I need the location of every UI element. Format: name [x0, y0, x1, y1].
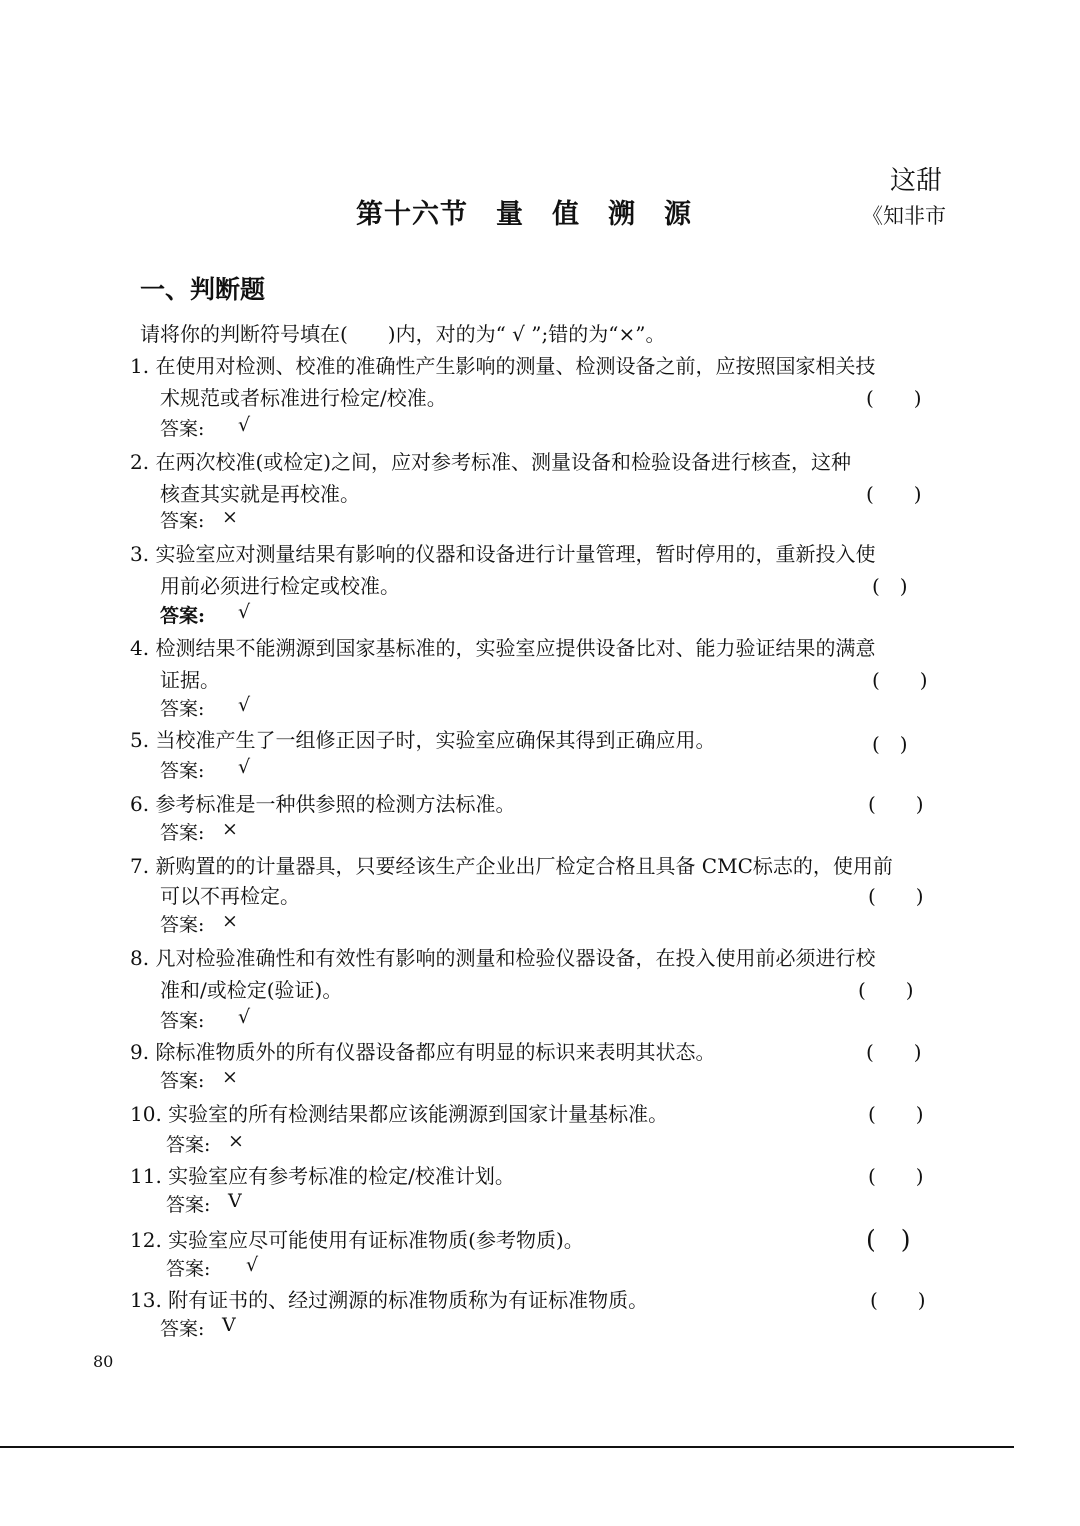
question-13-line-1: 13. 附有证书的、经过溯源的标准物质称为有证标准物质。	[130, 1288, 649, 1312]
section-heading: 一、判断题	[140, 275, 266, 304]
question-2-answer: ×	[222, 506, 238, 528]
question-3-line-2: 用前必须进行检定或校准。	[160, 574, 400, 598]
question-8-line-1: 8. 凡对检验准确性和有效性有影响的测量和检验仪器设备，在投入使用前必须进行校	[130, 946, 876, 970]
question-11-answer-blank: ( )	[868, 1164, 924, 1188]
question-13-answer-blank: ( )	[870, 1288, 926, 1312]
question-9-line-1: 9. 除标准物质外的所有仪器设备都应有明显的标识来表明其状态。	[130, 1040, 716, 1064]
question-9-answer: ×	[222, 1066, 238, 1088]
question-7-line-2: 可以不再检定。	[160, 884, 300, 908]
question-12-answer: √	[246, 1254, 259, 1276]
question-12-line-1: 12. 实验室应尽可能使用有证标准物质(参考物质)。	[130, 1228, 584, 1252]
question-4-answer-label: 答案:	[160, 698, 205, 720]
question-1-answer-blank: ( )	[866, 386, 922, 410]
page-number: 80	[93, 1352, 114, 1371]
question-6-answer-blank: ( )	[868, 792, 924, 816]
question-1-line-1: 1. 在使用对检测、校准的准确性产生影响的测量、检测设备之前，应按照国家相关技	[130, 354, 876, 378]
question-4-answer-blank: ( )	[872, 668, 928, 692]
page-title: 第十六节 量 值 溯 源	[356, 199, 692, 230]
question-7-answer: ×	[222, 910, 238, 932]
question-8-answer-label: 答案:	[160, 1010, 205, 1032]
question-7-answer-label: 答案:	[160, 914, 205, 936]
question-3-answer-label: 答案:	[160, 605, 206, 627]
question-4-line-1: 4. 检测结果不能溯源到国家基标准的，实验室应提供设备比对、能力验证结果的满意	[130, 636, 876, 660]
question-5-line-1: 5. 当校准产生了一组修正因子时，实验室应确保其得到正确应用。	[130, 728, 716, 752]
question-10-answer-label: 答案:	[166, 1134, 211, 1156]
question-12-answer-label: 答案:	[166, 1258, 211, 1280]
question-1-answer: √	[238, 414, 251, 436]
question-6-answer-label: 答案:	[160, 822, 205, 844]
question-10-answer: ×	[228, 1130, 244, 1152]
bottom-rule	[0, 1446, 1014, 1448]
question-2-answer-label: 答案:	[160, 510, 205, 532]
question-2-line-2: 核查其实就是再校准。	[160, 482, 360, 506]
question-11-answer: V	[228, 1190, 242, 1212]
question-2-line-1: 2. 在两次校准(或检定)之间，应对参考标准、测量设备和检验设备进行核查，这种	[130, 450, 852, 474]
question-10-answer-blank: ( )	[868, 1102, 924, 1126]
question-12-answer-blank: ( )	[866, 1225, 911, 1254]
question-7-line-1: 7. 新购置的的计量器具，只要经该生产企业出厂检定合格且具备 CMC标志的，使用前	[130, 854, 893, 878]
question-9-answer-label: 答案:	[160, 1070, 205, 1092]
question-8-line-2: 准和/或检定(验证)。	[160, 978, 343, 1002]
question-13-answer-label: 答案:	[160, 1318, 205, 1340]
question-2-answer-blank: ( )	[866, 482, 922, 506]
question-4-answer: √	[238, 694, 251, 716]
question-1-answer-label: 答案:	[160, 418, 205, 440]
question-4-line-2: 证据。	[160, 668, 220, 692]
question-11-answer-label: 答案:	[166, 1194, 211, 1216]
question-5-answer-blank: ( )	[872, 732, 908, 756]
question-9-answer-blank: ( )	[866, 1040, 922, 1064]
question-13-answer: V	[222, 1314, 236, 1336]
question-6-line-1: 6. 参考标准是一种供参照的检测方法标准。	[130, 792, 516, 816]
question-3-line-1: 3. 实验室应对测量结果有影响的仪器和设备进行计量管理，暂时停用的，重新投入使	[130, 542, 876, 566]
question-10-line-1: 10. 实验室的所有检测结果都应该能溯源到国家计量基标准。	[130, 1102, 669, 1126]
question-7-answer-blank: ( )	[868, 884, 924, 908]
instruction-text: 请将你的判断符号填在( )内，对的为“ √ ”;错的为“×”。	[140, 322, 666, 346]
corner-handwritten-text: 这甜	[890, 166, 943, 196]
question-3-answer-blank: ( )	[872, 574, 908, 598]
corner-handwritten-subtext: 《知非市	[862, 204, 946, 228]
question-8-answer-blank: ( )	[858, 978, 914, 1002]
question-3-answer: √	[238, 601, 251, 623]
question-11-line-1: 11. 实验室应有参考标准的检定/校准计划。	[130, 1164, 515, 1188]
question-8-answer: √	[238, 1006, 251, 1028]
question-1-line-2: 术规范或者标准进行检定/校准。	[160, 386, 447, 410]
question-5-answer-label: 答案:	[160, 760, 205, 782]
question-5-answer: √	[238, 756, 251, 778]
question-6-answer: ×	[222, 818, 238, 840]
